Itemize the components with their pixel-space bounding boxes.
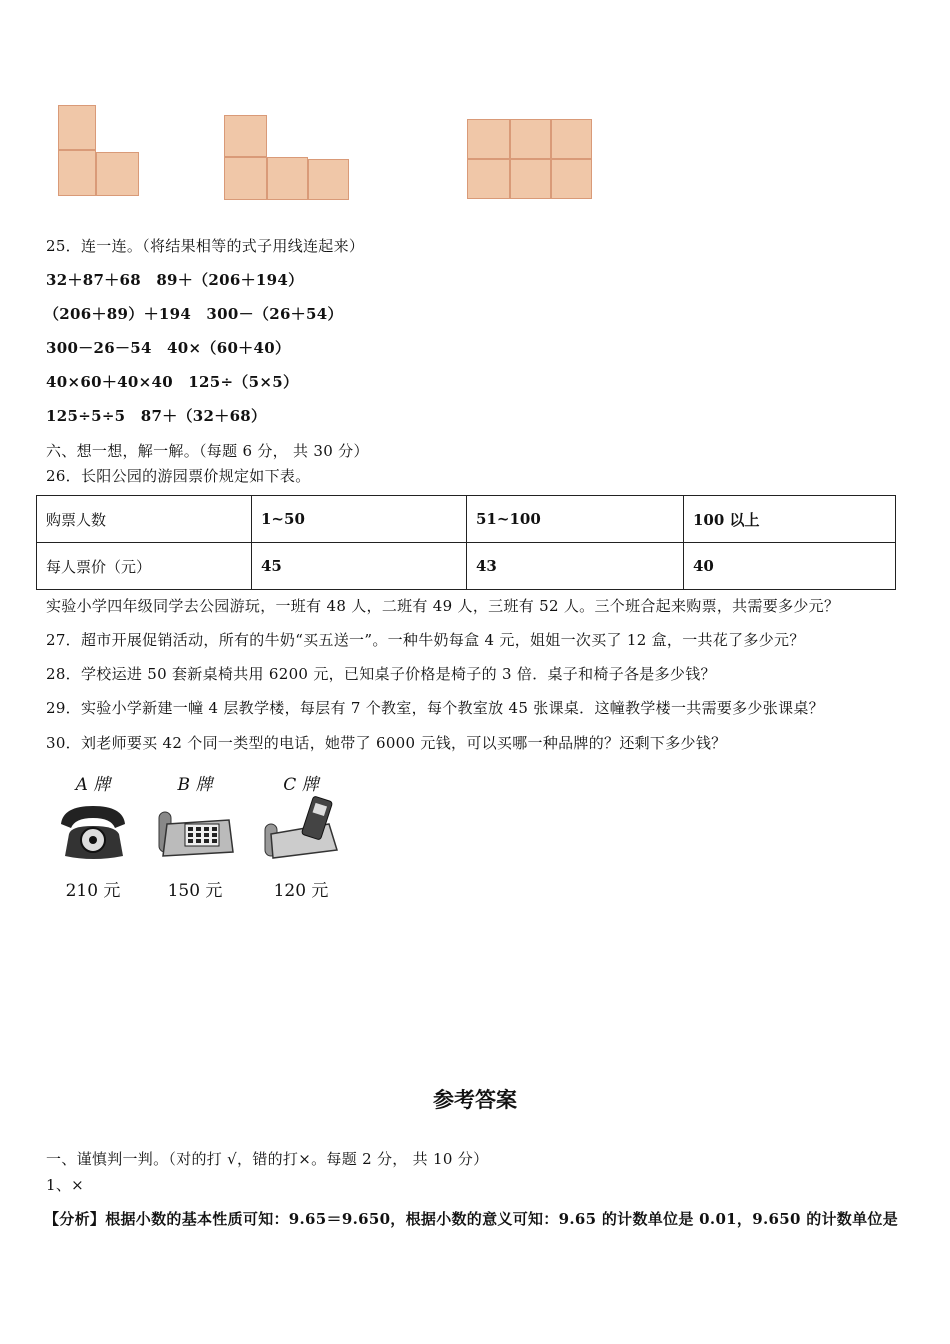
table-cell: 100 以上 — [684, 496, 896, 543]
question-29-text: 29．实验小学新建一幢 4 层教学楼，每层有 7 个教室，每个教室放 45 张课桌．这幢教学楼一共需要多少张课桌？ — [46, 699, 824, 717]
question-28-text: 28．学校运进 50 套新桌椅共用 6200 元，已知桌子价格是椅子的 3 倍．桌子和椅子各是多少钱？ — [46, 665, 716, 683]
brand-label: C 牌 — [283, 775, 319, 795]
square — [551, 119, 592, 159]
question-30-text: 30．刘老师要买 42 个同一类型的电话，她带了 6000 元钱，可以买哪一种品牌的？还剩下多少钱？ — [46, 734, 727, 752]
price-label: 210 元 — [65, 881, 121, 901]
phone-option-c — [256, 770, 346, 901]
table-cell: 购票人数 — [37, 496, 252, 543]
square — [96, 152, 139, 196]
square — [224, 115, 267, 157]
phone-option-a — [48, 770, 138, 901]
expression-pair: （206＋89）＋194 300－（26＋54） — [44, 305, 343, 323]
square — [58, 105, 96, 150]
answer-section-1-heading: 一、谨慎判一判。（对的打 √，错的打×。每题 2 分， 共 10 分） — [46, 1150, 489, 1168]
section-6-heading: 六、想一想，解一解。（每题 6 分， 共 30 分） — [46, 442, 369, 460]
square — [467, 119, 510, 159]
rotary-phone-icon — [53, 794, 133, 864]
price-label: 120 元 — [273, 881, 329, 901]
answer-analysis: 【分析】根据小数的基本性质可知：9.65＝9.650，根据小数的意义可知：9.65 的计数单位是 0.01，9.650 的计数单位是 — [44, 1210, 899, 1228]
price-label: 150 元 — [167, 881, 223, 901]
answer-key-title: 参考答案 — [433, 1087, 517, 1112]
square — [467, 159, 510, 199]
table-cell: 51~100 — [467, 496, 684, 543]
table-cell: 43 — [467, 543, 684, 590]
phone-option-b — [150, 770, 240, 901]
answer-1: 1、× — [46, 1176, 85, 1194]
table-cell: 每人票价（元） — [37, 543, 252, 590]
square — [510, 119, 551, 159]
table-row — [37, 496, 896, 543]
cordless-phone-icon — [259, 794, 343, 864]
question-27-text: 27．超市开展促销活动，所有的牛奶“买五送一”。一种牛奶每盒 4 元，姐姐一次买了 12 盒，一共花了多少元？ — [46, 631, 805, 649]
square — [308, 159, 349, 200]
brand-label: B 牌 — [177, 775, 213, 795]
expression-pair: 32＋87＋68 89＋（206＋194） — [46, 271, 304, 289]
question-26-text: 实验小学四年级同学去公园游玩，一班有 48 人，二班有 49 人，三班有 52 人。三个班合起来购票，共需要多少元？ — [46, 597, 840, 615]
square — [510, 159, 551, 199]
keypad-phone-icon — [153, 794, 237, 864]
question-26-title: 26．长阳公园的游园票价规定如下表。 — [46, 467, 311, 485]
brand-label: A 牌 — [75, 775, 111, 795]
expression-pair: 125÷5÷5 87＋（32＋68） — [46, 407, 267, 425]
table-cell: 1~50 — [252, 496, 467, 543]
question-25-title: 25．连一连。（将结果相等的式子用线连起来） — [46, 237, 365, 255]
table-cell: 45 — [252, 543, 467, 590]
square — [551, 159, 592, 199]
expression-pair: 300－26－54 40×（60＋40） — [46, 339, 291, 357]
square — [58, 150, 96, 196]
expression-pair: 40×60＋40×40 125÷（5×5） — [46, 373, 299, 391]
square — [224, 157, 267, 200]
table-row — [37, 543, 896, 590]
ticket-price-table — [36, 495, 896, 590]
table-cell: 40 — [684, 543, 896, 590]
square — [267, 157, 308, 200]
